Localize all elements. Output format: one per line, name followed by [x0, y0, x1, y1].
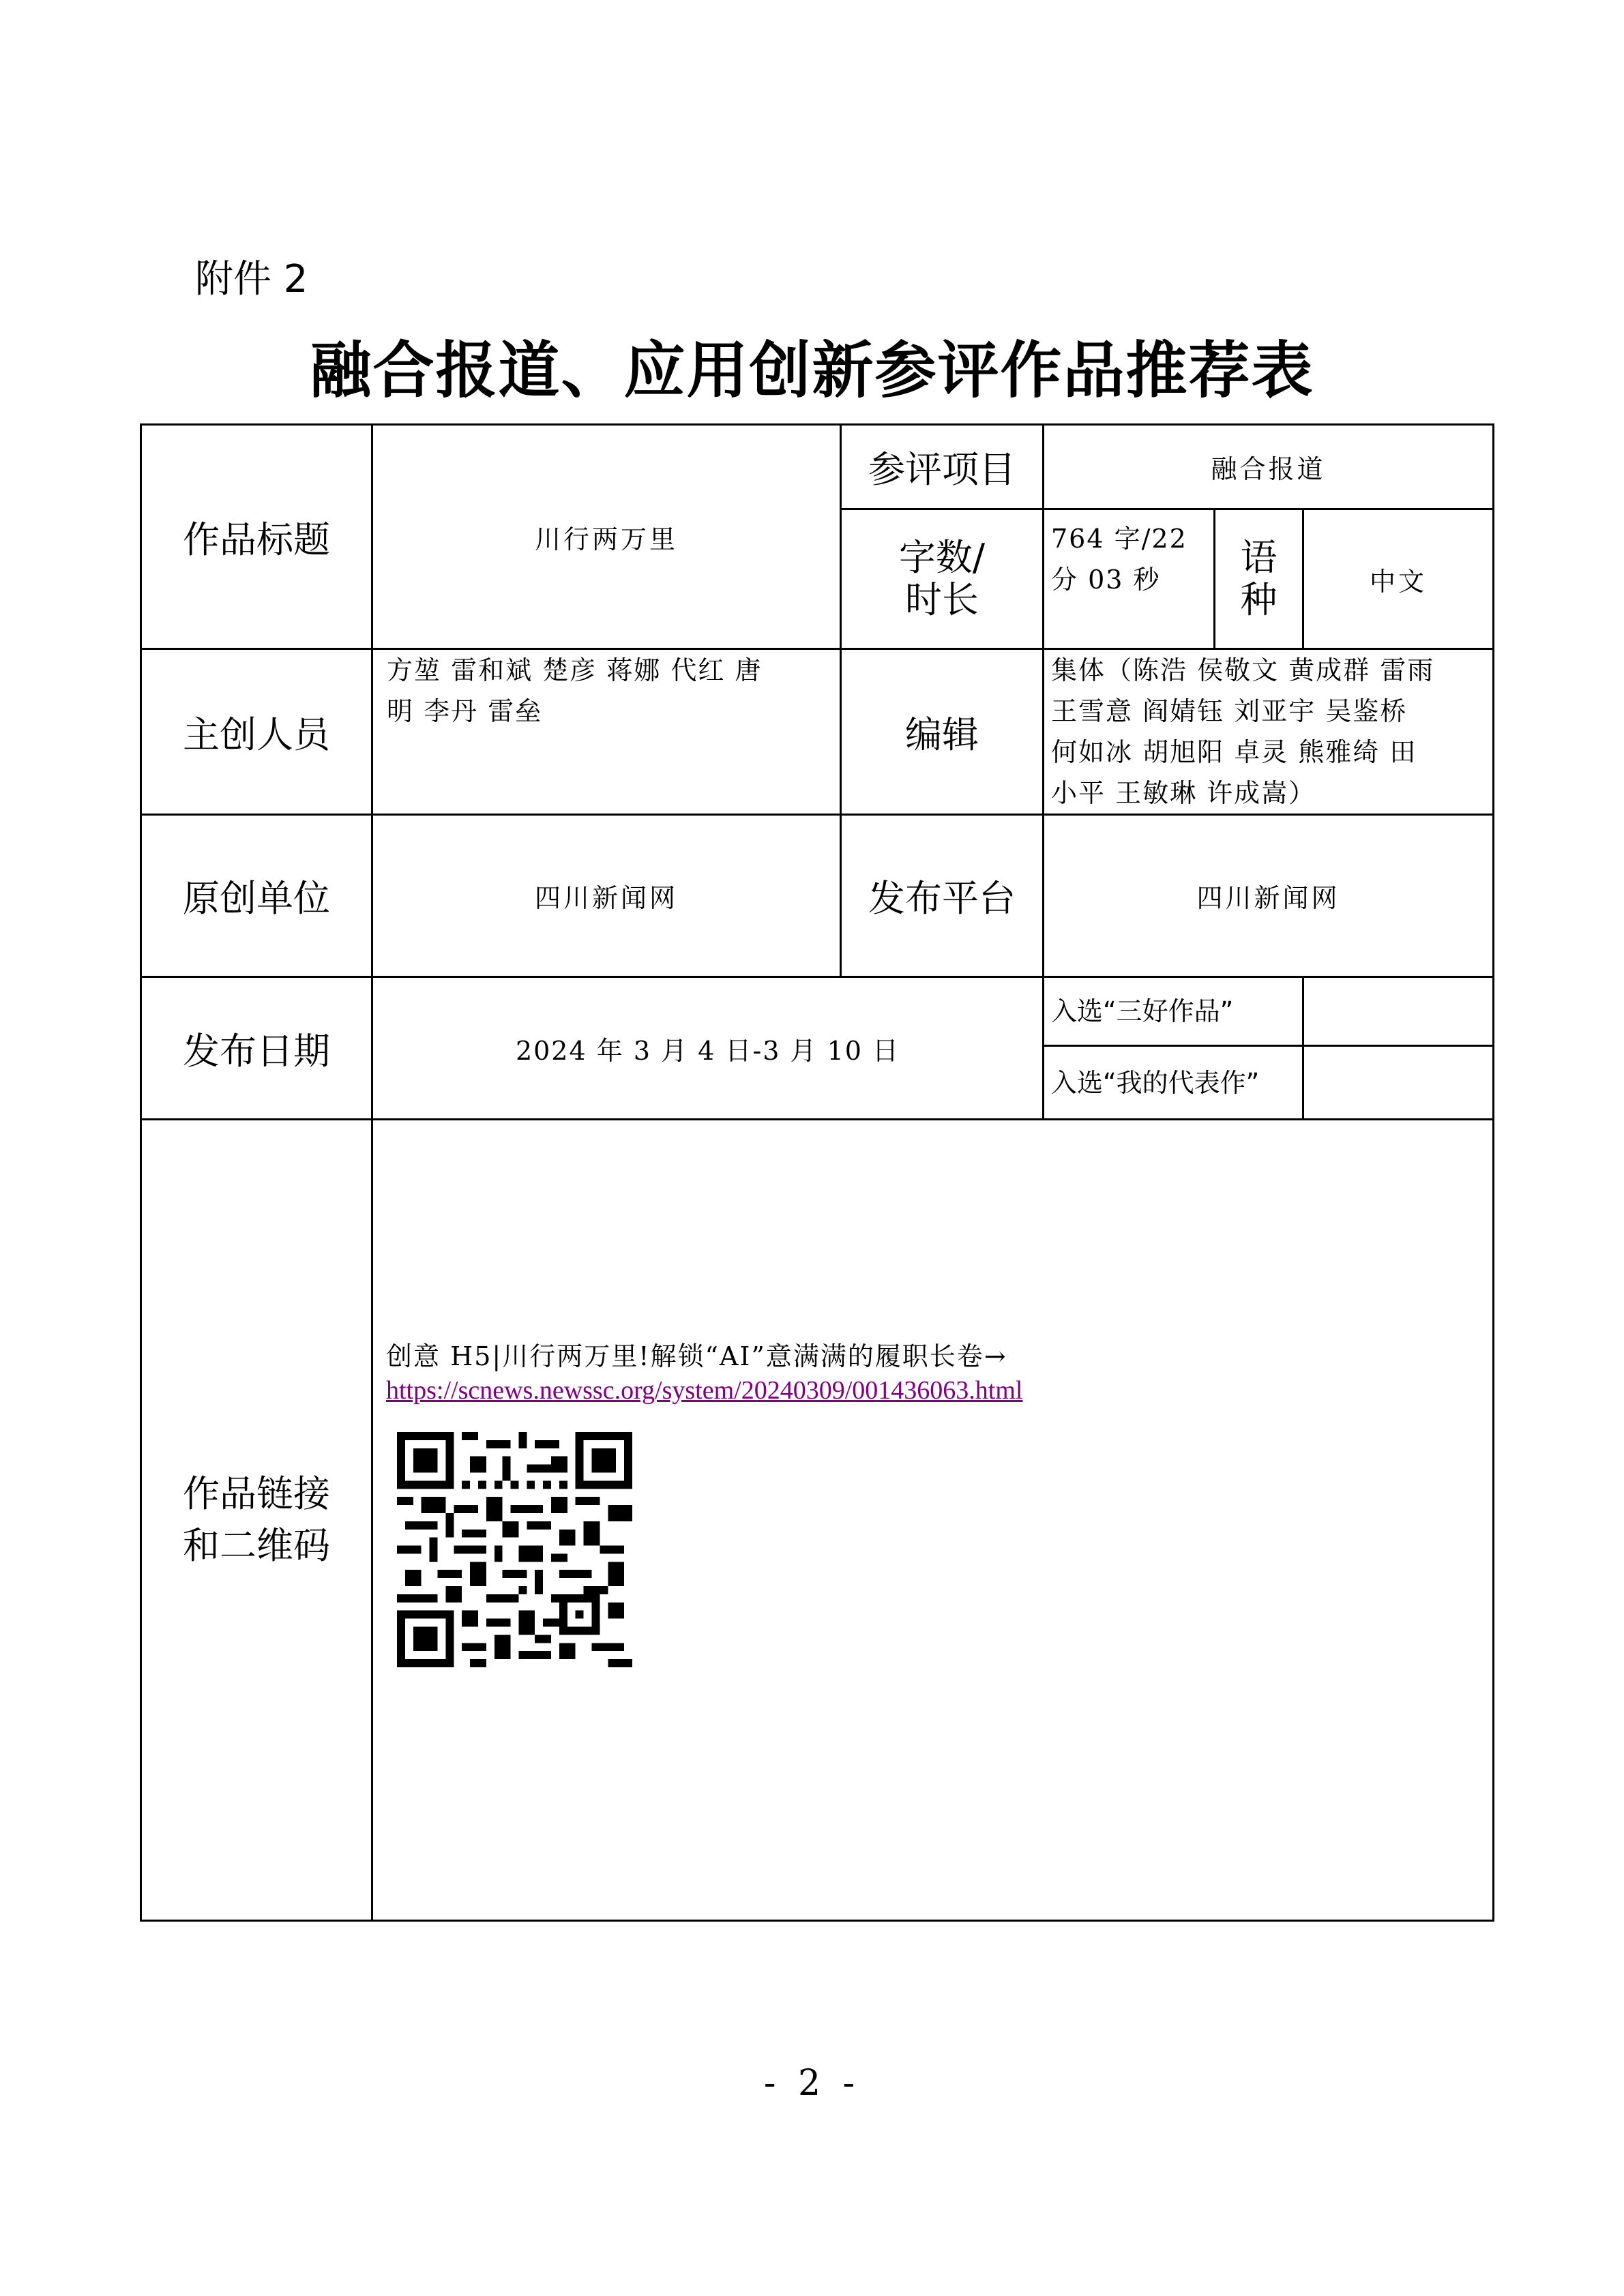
label-work-title: 作品标题 — [183, 518, 330, 561]
value-language: 中文 — [1369, 566, 1427, 597]
label-language — [1215, 510, 1302, 648]
value-main-creators-line1: 方堃 雷和斌 楚彦 蒋娜 代红 唐 — [387, 655, 763, 685]
label-language-line2: 种 — [1240, 578, 1278, 621]
value-editor-line3: 何如冰 胡旭阳 卓灵 熊雅绮 田 — [1051, 737, 1417, 767]
value-main-creators — [373, 650, 840, 814]
label-platform: 发布平台 — [868, 877, 1016, 920]
value-platform: 四川新闻网 — [1196, 883, 1340, 913]
label-publish-date: 发布日期 — [183, 1029, 330, 1073]
value-editor-line1: 集体（陈浩 侯敬文 黄成群 雷雨 — [1051, 655, 1435, 685]
value-word-count — [1044, 510, 1213, 648]
value-editor-line4: 小平 王敏琳 许成嵩） — [1051, 778, 1316, 808]
label-category: 参评项目 — [868, 448, 1016, 491]
link-block — [386, 1335, 1022, 1405]
value-publish-date: 2024 年 3 月 4 日-3 月 10 日 — [515, 1035, 900, 1066]
value-original-unit: 四川新闻网 — [534, 883, 678, 913]
value-editor-line2: 王雪意 阎婧钰 刘亚宇 吴鉴桥 — [1051, 696, 1408, 726]
label-word-count — [842, 510, 1042, 648]
value-category: 融合报道 — [1211, 454, 1326, 484]
label-language-line1: 语 — [1240, 536, 1278, 579]
label-link-qr — [142, 1120, 371, 1920]
label-word-count-line1: 字数/ — [898, 536, 986, 579]
qr-code-icon — [397, 1432, 632, 1667]
label-link-qr-line2: 和二维码 — [183, 1524, 330, 1567]
value-selected-good — [1304, 978, 1492, 1045]
value-selected-rep — [1304, 1047, 1492, 1118]
page-number: - 2 - — [763, 2063, 861, 2104]
value-word-count-line2: 分 03 秒 — [1051, 565, 1161, 595]
label-original-unit: 原创单位 — [183, 877, 330, 920]
label-selected-good: 入选“三好作品” — [1051, 996, 1234, 1026]
value-word-count-line1: 764 字/22 — [1051, 524, 1187, 554]
label-editor: 编辑 — [905, 713, 979, 756]
label-link-qr-line1: 作品链接 — [183, 1472, 330, 1515]
label-word-count-line2: 时长 — [905, 578, 979, 621]
link-headline: 创意 H5|川行两万里!解锁“AI”意满满的履职长卷→ — [386, 1341, 1007, 1371]
label-main-creators: 主创人员 — [183, 713, 330, 756]
label-selected-rep: 入选“我的代表作” — [1051, 1067, 1260, 1098]
article-link[interactable]: https://scnews.newssc.org/system/20240309/001436063.html — [386, 1376, 1023, 1405]
value-editor — [1044, 650, 1492, 814]
value-work-title: 川行两万里 — [534, 524, 678, 554]
document-title: 融合报道、应用创新参评作品推荐表 — [310, 334, 1314, 406]
attachment-label: 附件 2 — [195, 257, 308, 301]
value-main-creators-line2: 明 李丹 雷垒 — [387, 696, 543, 726]
